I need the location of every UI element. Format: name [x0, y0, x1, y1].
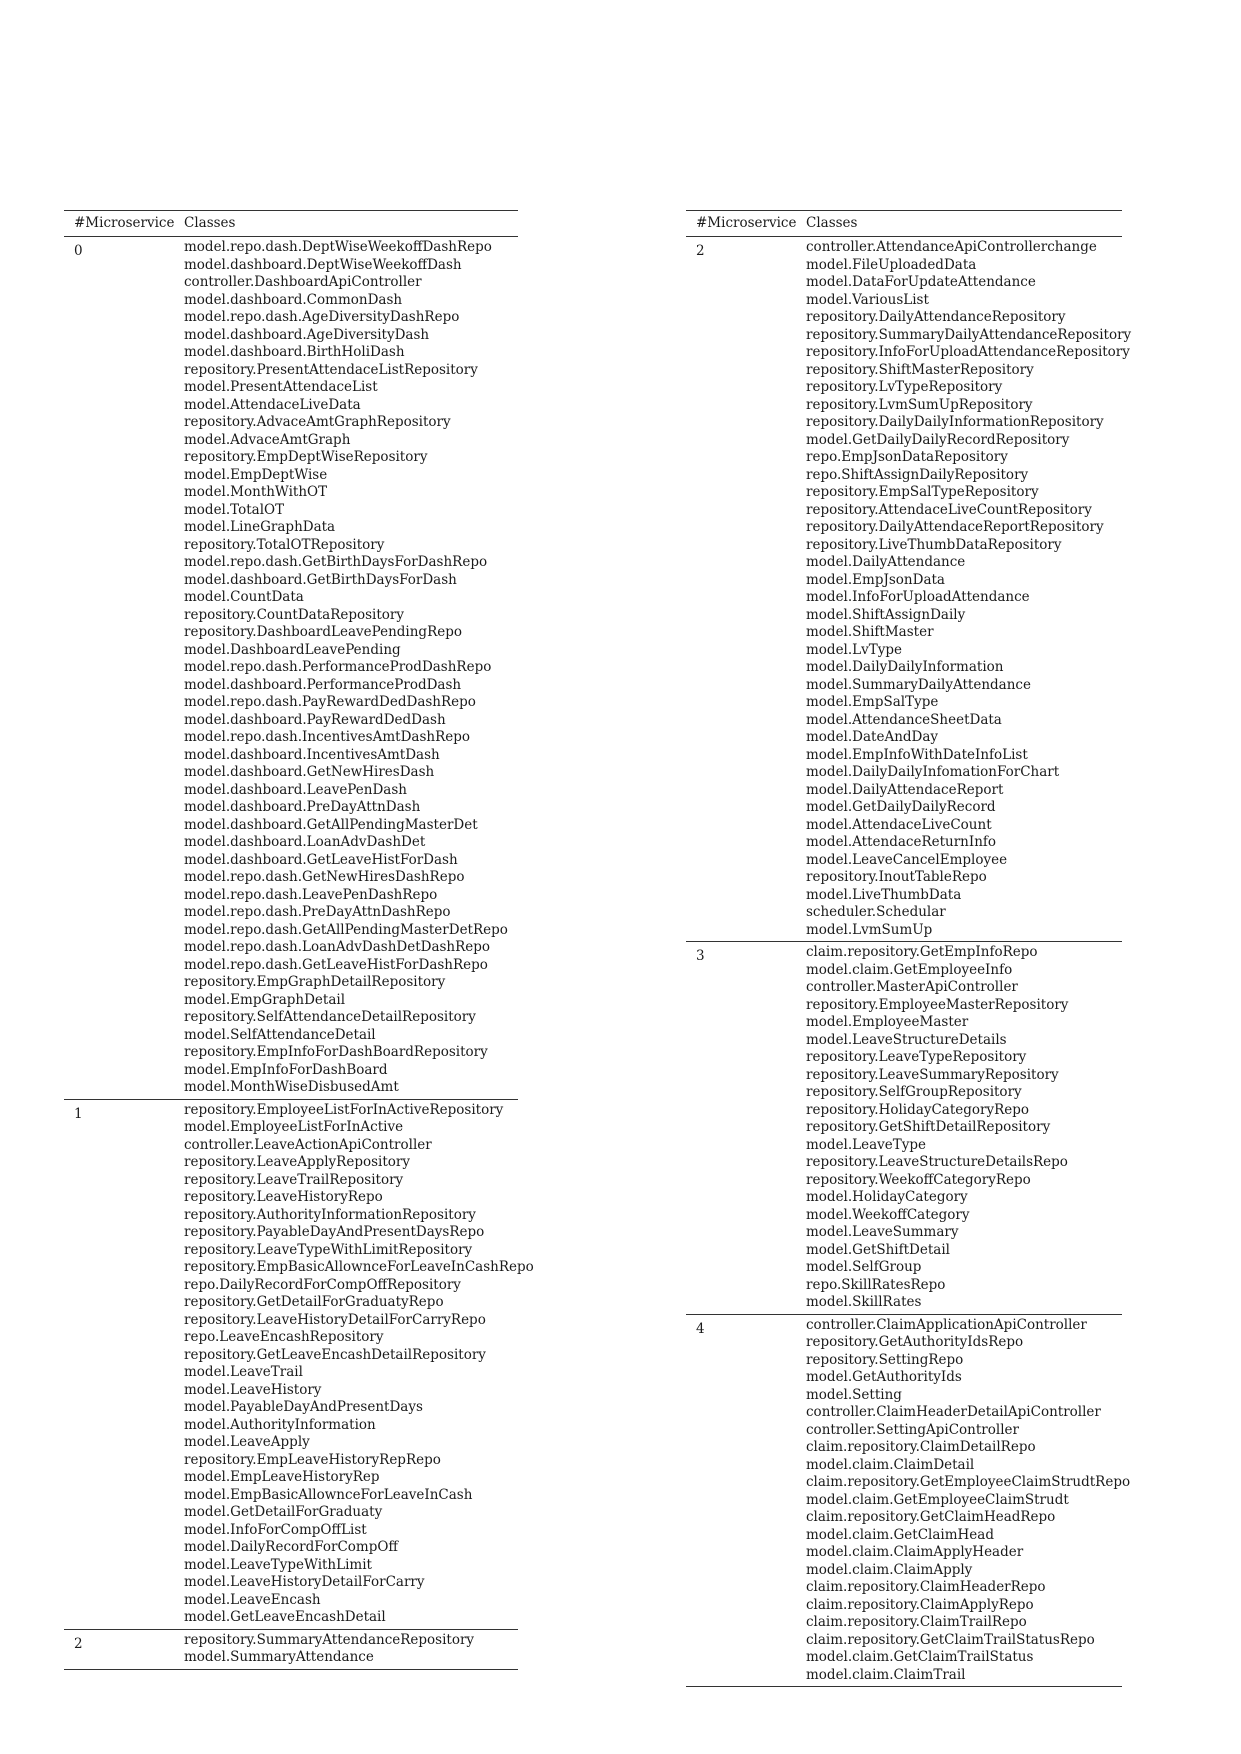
- class-name: model.LineGraphData: [184, 519, 336, 535]
- class-name: model.SummaryAttendance: [184, 1649, 374, 1665]
- class-name: repository.SummaryAttendanceRepository: [184, 1631, 475, 1648]
- class-name: model.DailyAttendance: [806, 554, 966, 570]
- microservice-group: [686, 1315, 1131, 1687]
- class-name: model.claim.ClaimApply: [806, 1561, 973, 1578]
- class-name: model.repo.dash.GetLeaveHistForDashRepo: [184, 956, 488, 973]
- table-body: [686, 236, 1132, 1686]
- class-name: model.repo.dash.PayRewardDedDashRepo: [184, 694, 476, 710]
- class-name: model.LeaveCancelEmployee: [806, 851, 1008, 868]
- class-name: repository.PresentAttendaceListRepository: [184, 361, 478, 378]
- class-name: repository.LeaveHistoryRepo: [184, 1189, 383, 1205]
- class-name: model.dashboard.IncentivesAmtDash: [184, 746, 440, 763]
- class-name: model.dashboard.PayRewardDedDash: [184, 711, 446, 728]
- class-name: model.AuthorityInformation: [184, 1416, 376, 1433]
- microservice-id: 1: [74, 1105, 83, 1122]
- table-header: [686, 211, 1122, 236]
- class-name: model.AttendaceLiveCount: [806, 816, 992, 833]
- class-name: model.InfoForCompOffList: [184, 1521, 367, 1538]
- table-bottom-rule: [64, 1669, 518, 1670]
- class-name: model.EmployeeListForInActive: [184, 1119, 404, 1135]
- class-name: repository.EmployeeListForInActiveRepository: [184, 1101, 504, 1118]
- class-name: model.repo.dash.GetAllPendingMasterDetRepo: [184, 921, 508, 938]
- class-name: controller.ClaimApplicationApiController: [806, 1316, 1087, 1333]
- header-classes: Classes: [806, 215, 858, 231]
- class-name: repo.EmpJsonDataRepository: [806, 449, 1008, 465]
- class-name: model.dashboard.AgeDiversityDash: [184, 326, 430, 343]
- class-name: model.LeaveStructureDetails: [806, 1031, 1007, 1048]
- class-name: claim.repository.GetClaimHeadRepo: [806, 1509, 1056, 1525]
- class-name: repository.HolidayCategoryRepo: [806, 1101, 1030, 1118]
- class-name: repository.AttendaceLiveCountRepository: [806, 501, 1092, 518]
- header-microservice: #Microservice: [696, 215, 797, 231]
- class-name: repo.SkillRatesRepo: [806, 1276, 946, 1293]
- class-name: model.LeaveHistory: [184, 1381, 322, 1398]
- class-name: repository.PayableDayAndPresentDaysRepo: [184, 1224, 485, 1240]
- class-name: repository.LvmSumUpRepository: [806, 396, 1033, 413]
- class-name: model.LeaveTrail: [184, 1364, 303, 1380]
- microservice-id: 2: [74, 1635, 83, 1652]
- class-name: claim.repository.ClaimApplyRepo: [806, 1596, 1034, 1613]
- class-name: repository.ShiftMasterRepository: [806, 361, 1034, 378]
- class-list: [806, 239, 1131, 939]
- class-name: repository.EmpBasicAllownceForLeaveInCashRepo: [184, 1259, 534, 1275]
- class-name: model.dashboard.DeptWiseWeekoffDash: [184, 256, 462, 273]
- class-name: model.dashboard.LeavePenDash: [184, 781, 407, 798]
- class-name: model.dashboard.GetNewHiresDash: [184, 764, 435, 780]
- class-name: model.dashboard.GetBirthDaysForDash: [184, 571, 457, 588]
- header-classes: Classes: [184, 215, 236, 231]
- class-name: model.EmpSalType: [806, 694, 939, 710]
- class-name: repository.WeekoffCategoryRepo: [806, 1171, 1031, 1188]
- class-name: model.FileUploadedData: [806, 256, 977, 273]
- class-name: model.claim.ClaimDetail: [806, 1456, 975, 1473]
- class-name: model.dashboard.BirthHoliDash: [184, 344, 405, 360]
- microservice-id: 0: [74, 243, 83, 259]
- table-body: [64, 236, 534, 1669]
- class-name: repo.DailyRecordForCompOffRepository: [184, 1276, 461, 1293]
- class-name: model.ShiftMaster: [806, 624, 934, 640]
- class-name: repo.ShiftAssignDailyRepository: [806, 466, 1029, 483]
- class-name: repository.SettingRepo: [806, 1351, 964, 1368]
- class-name: controller.DashboardApiController: [184, 274, 422, 290]
- class-name: model.repo.dash.LeavePenDashRepo: [184, 886, 438, 903]
- class-name: repository.LiveThumbDataRepository: [806, 536, 1062, 553]
- class-name: claim.repository.GetEmpInfoRepo: [806, 944, 1038, 960]
- class-list: [184, 239, 518, 1097]
- class-name: repository.LeaveTypeRepository: [806, 1049, 1027, 1065]
- class-name: model.SkillRates: [806, 1294, 922, 1310]
- class-name: model.EmpBasicAllownceForLeaveInCash: [184, 1486, 473, 1503]
- class-name: model.EmpDeptWise: [184, 466, 328, 483]
- class-name: model.ShiftAssignDaily: [806, 606, 966, 623]
- class-name: model.EmpLeaveHistoryRep: [184, 1469, 380, 1485]
- class-name: repository.LvTypeRepository: [806, 379, 1003, 395]
- class-name: model.SelfGroup: [806, 1259, 922, 1275]
- microservice-id: 4: [696, 1320, 705, 1337]
- microservice-group: [64, 237, 518, 1099]
- class-name: repository.DailyAttendaceReportRepository: [806, 519, 1104, 535]
- class-name: model.dashboard.LoanAdvDashDet: [184, 834, 426, 850]
- class-name: model.PresentAttendaceList: [184, 379, 378, 395]
- class-name: model.GetDailyDailyRecordRepository: [806, 431, 1070, 448]
- class-name: model.GetAuthorityIds: [806, 1369, 962, 1385]
- class-name: repository.LeaveSummaryRepository: [806, 1066, 1059, 1083]
- microservice-group: [64, 1100, 534, 1629]
- class-name: model.GetDailyDailyRecord: [806, 799, 996, 815]
- table-bottom-rule: [686, 1686, 1122, 1687]
- class-name: claim.repository.GetEmployeeClaimStrudtRepo: [806, 1474, 1131, 1490]
- class-name: model.repo.dash.IncentivesAmtDashRepo: [184, 729, 470, 745]
- class-name: model.LvmSumUp: [806, 921, 933, 938]
- class-name: repository.TotalOTRepository: [184, 536, 385, 553]
- class-name: model.claim.GetEmployeeClaimStrudt: [806, 1491, 1069, 1508]
- class-name: model.DataForUpdateAttendance: [806, 274, 1036, 290]
- class-name: model.PayableDayAndPresentDays: [184, 1399, 423, 1415]
- class-name: repository.AdvaceAmtGraphRepository: [184, 414, 451, 430]
- class-name: scheduler.Schedular: [806, 904, 946, 920]
- class-name: model.DashboardLeavePending: [184, 641, 401, 658]
- class-name: repository.DailyDailyInformationRepository: [806, 414, 1104, 430]
- class-name: model.LeaveType: [806, 1136, 927, 1153]
- class-name: controller.MasterApiController: [806, 979, 1018, 995]
- class-list: [806, 1317, 1130, 1685]
- class-name: repository.LeaveTypeWithLimitRepository: [184, 1241, 473, 1258]
- class-name: repository.EmpSalTypeRepository: [806, 484, 1039, 500]
- class-name: repository.InfoForUploadAttendanceRepository: [806, 344, 1130, 360]
- class-name: model.claim.ClaimApplyHeader: [806, 1544, 1024, 1560]
- class-name: model.SelfAttendanceDetail: [184, 1026, 376, 1043]
- class-name: repository.DashboardLeavePendingRepo: [184, 624, 462, 640]
- class-name: model.AdvaceAmtGraph: [184, 431, 351, 448]
- class-name: model.dashboard.GetAllPendingMasterDet: [184, 816, 478, 833]
- class-name: repository.SelfGroupRepository: [806, 1084, 1022, 1100]
- class-name: model.InfoForUploadAttendance: [806, 589, 1030, 605]
- class-name: repository.SummaryDailyAttendanceRepository: [806, 326, 1132, 343]
- table-header: [64, 211, 518, 236]
- class-name: controller.ClaimHeaderDetailApiController: [806, 1404, 1101, 1420]
- class-name: model.repo.dash.PreDayAttnDashRepo: [184, 904, 451, 920]
- class-name: model.dashboard.CommonDash: [184, 291, 403, 308]
- microservice-group: [686, 237, 1132, 941]
- class-name: claim.repository.GetClaimTrailStatusRepo: [806, 1631, 1095, 1648]
- class-name: model.LeaveSummary: [806, 1224, 959, 1240]
- class-name: repository.AuthorityInformationRepository: [184, 1206, 476, 1223]
- class-list: [806, 944, 1122, 1312]
- class-name: model.HolidayCategory: [806, 1189, 968, 1205]
- class-name: model.EmployeeMaster: [806, 1014, 969, 1030]
- microservice-id: 2: [696, 243, 705, 259]
- class-name: model.GetDetailForGraduaty: [184, 1504, 383, 1520]
- class-name: repository.LeaveTrailRepository: [184, 1171, 404, 1188]
- class-name: model.dashboard.PreDayAttnDash: [184, 799, 421, 815]
- class-name: repository.SelfAttendanceDetailRepository: [184, 1009, 476, 1025]
- class-name: claim.repository.ClaimDetailRepo: [806, 1439, 1036, 1455]
- class-name: repository.EmpGraphDetailRepository: [184, 974, 446, 990]
- class-name: controller.LeaveActionApiController: [184, 1136, 432, 1153]
- class-list: [184, 1632, 518, 1667]
- class-name: claim.repository.ClaimHeaderRepo: [806, 1579, 1046, 1595]
- class-name: model.AttendaceReturnInfo: [806, 834, 997, 850]
- class-name: model.LeaveApply: [184, 1434, 310, 1450]
- class-name: model.repo.dash.DeptWiseWeekoffDashRepo: [184, 239, 492, 255]
- class-name: model.EmpInfoForDashBoard: [184, 1061, 388, 1078]
- class-name: model.DailyRecordForCompOff: [184, 1539, 399, 1555]
- class-name: repository.LeaveHistoryDetailForCarryRepo: [184, 1311, 486, 1328]
- left-table: [64, 210, 534, 1670]
- class-name: model.DateAndDay: [806, 729, 939, 745]
- class-name: model.VariousList: [806, 291, 929, 308]
- class-name: model.Setting: [806, 1386, 902, 1403]
- class-name: repository.EmpDeptWiseRepository: [184, 449, 428, 465]
- class-name: repository.LeaveApplyRepository: [184, 1154, 410, 1170]
- microservice-id: 3: [696, 948, 705, 964]
- class-name: model.AttendaceLiveData: [184, 396, 361, 413]
- class-name: model.CountData: [184, 589, 304, 605]
- class-name: repository.EmpLeaveHistoryRepRepo: [184, 1451, 441, 1468]
- class-name: model.SummaryDailyAttendance: [806, 676, 1031, 693]
- microservice-group: [686, 942, 1122, 1314]
- class-name: model.repo.dash.GetBirthDaysForDashRepo: [184, 554, 488, 570]
- class-name: model.claim.GetClaimTrailStatus: [806, 1649, 1034, 1665]
- class-name: model.repo.dash.PerformanceProdDashRepo: [184, 659, 492, 675]
- class-name: model.dashboard.GetLeaveHistForDash: [184, 851, 458, 868]
- class-name: claim.repository.ClaimTrailRepo: [806, 1614, 1027, 1630]
- class-name: model.LvType: [806, 641, 903, 658]
- class-name: repo.LeaveEncashRepository: [184, 1329, 384, 1345]
- class-name: model.MonthWithOT: [184, 484, 328, 500]
- class-name: repository.InoutTableRepo: [806, 869, 987, 885]
- class-name: model.EmpJsonData: [806, 571, 945, 588]
- class-name: model.repo.dash.LoanAdvDashDetDashRepo: [184, 939, 491, 955]
- class-name: model.claim.GetClaimHead: [806, 1526, 994, 1543]
- class-name: model.WeekoffCategory: [806, 1206, 970, 1223]
- class-name: model.EmpGraphDetail: [184, 991, 346, 1008]
- microservice-group: [64, 1630, 518, 1669]
- class-name: model.DailyAttendaceReport: [806, 781, 1004, 798]
- class-list: [184, 1102, 534, 1627]
- class-name: repository.GetAuthorityIdsRepo: [806, 1334, 1024, 1350]
- class-name: model.EmpInfoWithDateInfoList: [806, 746, 1028, 763]
- class-name: model.LiveThumbData: [806, 886, 962, 903]
- class-name: repository.DailyAttendanceRepository: [806, 309, 1066, 325]
- class-name: model.TotalOT: [184, 501, 285, 518]
- class-name: model.AttendanceSheetData: [806, 711, 1002, 728]
- class-name: repository.EmployeeMasterRepository: [806, 996, 1069, 1013]
- class-name: repository.GetDetailForGraduatyRepo: [184, 1294, 444, 1310]
- class-name: controller.AttendanceApiControllerchange: [806, 239, 1097, 255]
- class-name: model.MonthWiseDisbusedAmt: [184, 1079, 399, 1095]
- class-name: model.dashboard.PerformanceProdDash: [184, 676, 462, 693]
- header-microservice: #Microservice: [74, 215, 175, 231]
- class-name: model.LeaveTypeWithLimit: [184, 1556, 372, 1573]
- class-name: model.DailyDailyInformation: [806, 659, 1004, 675]
- class-name: controller.SettingApiController: [806, 1421, 1019, 1438]
- class-name: model.LeaveHistoryDetailForCarry: [184, 1574, 425, 1590]
- class-name: repository.GetLeaveEncashDetailRepository: [184, 1346, 486, 1363]
- class-name: model.repo.dash.GetNewHiresDashRepo: [184, 869, 465, 885]
- class-name: repository.LeaveStructureDetailsRepo: [806, 1154, 1068, 1170]
- class-name: repository.CountDataRepository: [184, 606, 405, 623]
- class-name: repository.GetShiftDetailRepository: [806, 1119, 1051, 1135]
- class-name: model.claim.GetEmployeeInfo: [806, 961, 1013, 978]
- class-name: model.GetShiftDetail: [806, 1241, 950, 1258]
- class-name: model.claim.ClaimTrail: [806, 1666, 966, 1683]
- class-name: model.LeaveEncash: [184, 1591, 321, 1608]
- class-name: repository.EmpInfoForDashBoardRepository: [184, 1044, 488, 1060]
- class-name: model.DailyDailyInfomationForChart: [806, 764, 1060, 780]
- class-name: model.GetLeaveEncashDetail: [184, 1609, 386, 1625]
- right-table: [686, 210, 1132, 1687]
- class-name: model.repo.dash.AgeDiversityDashRepo: [184, 309, 460, 325]
